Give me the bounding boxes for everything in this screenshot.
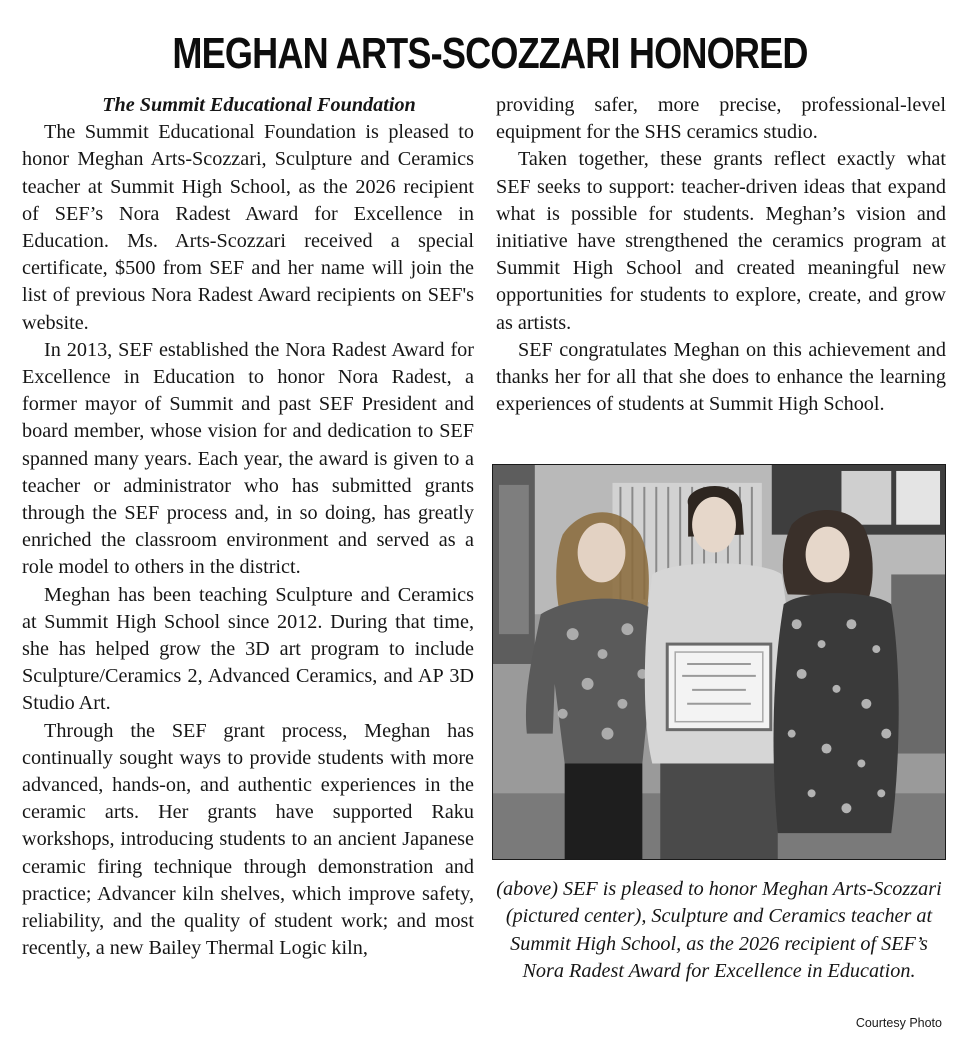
photo-caption: (above) SEF is pleased to honor Meghan Arts-Scozzari (pictured center), Sculpture and Ceramics teacher at Summit High School, as the 2026 recipient of SEF’s Nora Radest Award for Excellence in Education. [496,878,942,983]
article-paragraph: The Summit Educational Foundation is pleased to honor Meghan Arts-Scozzari, Sculpture and Ceramics teacher at Summit High School, as the 2026 recipient of SEF’s Nora Radest Award for Excellence in Education. Ms. Arts-Scozzari received a special certificate, $500 from SEF and her name will join the list of previous Nora Radest Award recipients on SEF's website. [22,121,474,334]
article-paragraph-continued: providing safer, more precise, professional-level equipment for the SHS ceramics studio. [496,94,946,144]
article-byline: The Summit Educational Foundation [102,94,416,116]
article-column-left [22,92,474,963]
photo-illustration [493,465,945,859]
article-column-right [496,92,946,418]
photo-credit: Courtesy Photo [855,1016,942,1030]
article-paragraph: In 2013, SEF established the Nora Radest Award for Excellence in Education to honor Nora Radest, a former mayor of Summit and past SEF President and board member, whose vision for and dedication to SEF spanned many years. Each year, the award is given to a teacher or administrator who has submitted grants through the SEF process and, in so doing, has greatly enriched the classroom environment and served as a role model to others in the district. [22,338,474,579]
article-photo [492,464,946,860]
article-headline: MEGHAN ARTS-SCOZZARI HONORED [172,29,808,78]
article-paragraph: Taken together, these grants reflect exactly what SEF seeks to support: teacher-driven ideas that expand what is possible for students. Meghan’s vision and initiative have strengthened the ceramics program at Summit High School and created meaningful new opportunities for students to explore, create, and grow as artists. [496,148,946,334]
article-paragraph: Through the SEF grant process, Meghan has continually sought ways to provide students with more advanced, hands-on, and authentic experiences in the ceramic arts. Her grants have supported Raku workshops, introducing students to an ancient Japanese ceramic firing technique through demonstration and practice; Advancer kiln shelves, which improve safety, reliability, and the quality of student work; and most recently, a new Bailey Thermal Logic kiln, [22,719,474,960]
article-paragraph: Meghan has been teaching Sculpture and Ceramics at Summit High School since 2012. During that time, she has helped grow the 3D art program to include Sculpture/Ceramics 2, Advanced Ceramics, and AP 3D Studio Art. [22,583,474,715]
article-paragraph: SEF congratulates Meghan on this achievement and thanks her for all that she does to enhance the learning experiences of students at Summit High School. [496,338,946,416]
